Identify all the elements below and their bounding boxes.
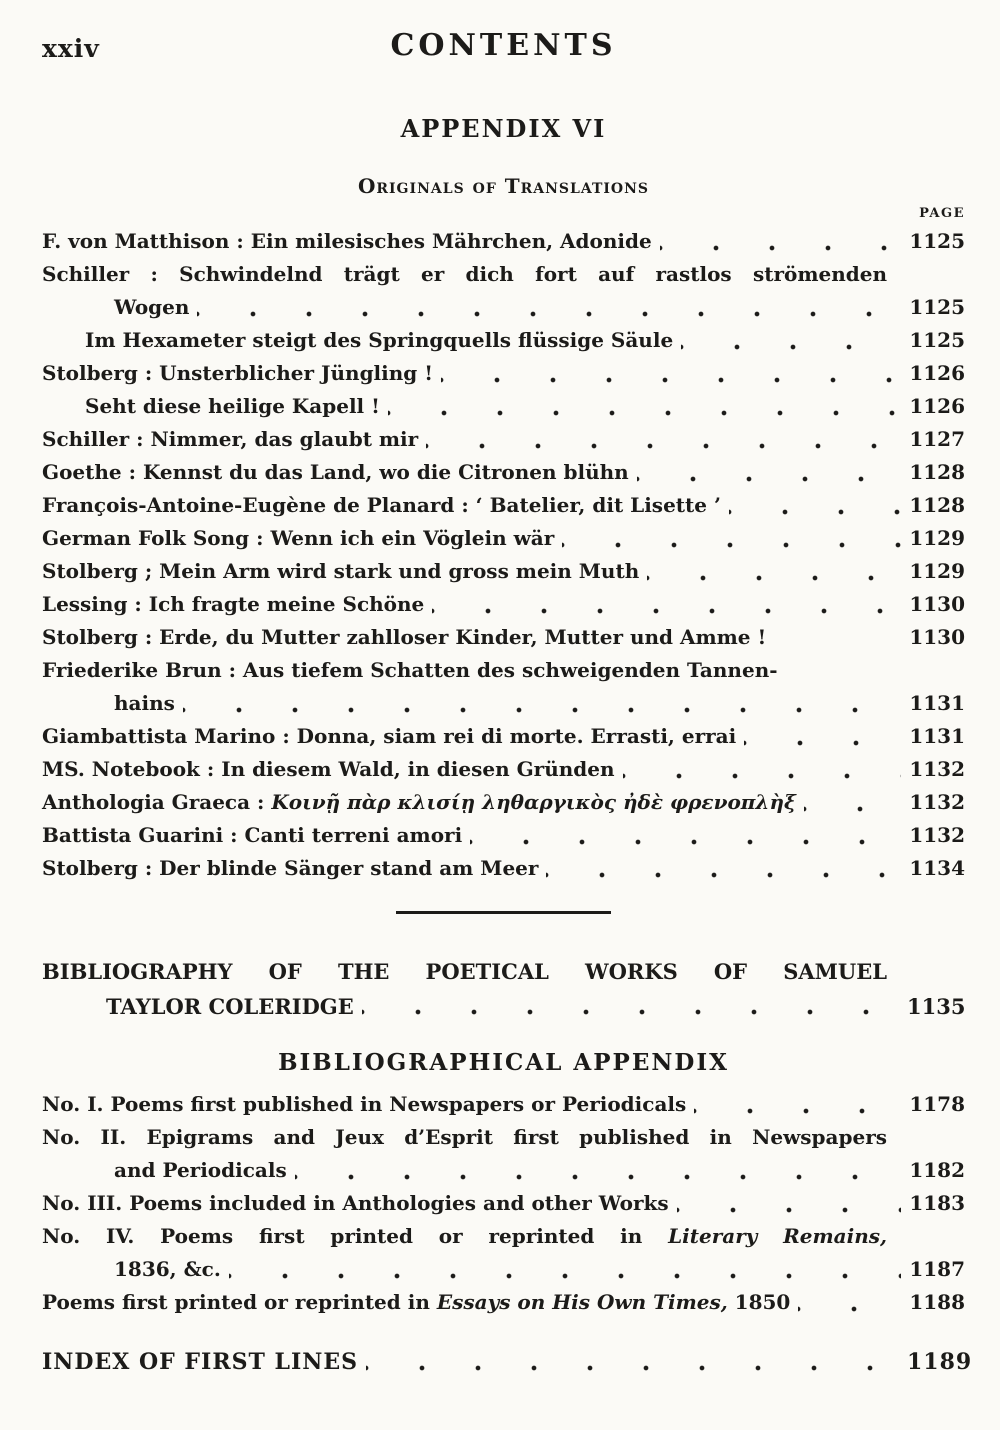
toc-entry-text-main: Wogen bbox=[114, 295, 190, 319]
toc-entry-text bbox=[85, 390, 380, 423]
toc-entry-text-main: 1836, &c. bbox=[114, 1257, 221, 1281]
toc-entry-page: 1182 bbox=[909, 1158, 965, 1182]
toc-entry-text-main: Stolberg ; Mein Arm wird stark und gross mein Muth bbox=[42, 559, 640, 583]
toc-entry bbox=[42, 687, 965, 720]
bibliography-entry bbox=[42, 954, 965, 1024]
toc-entry-text bbox=[42, 1125, 887, 1149]
toc-entry-text-main: German Folk Song : Wenn ich ein Vöglein wär bbox=[42, 526, 555, 550]
toc-entry-page: 1188 bbox=[909, 1290, 965, 1314]
toc-entry bbox=[42, 390, 965, 423]
toc-entry-text bbox=[42, 1187, 669, 1220]
toc-entry-text-main: Anthologia Graeca : bbox=[42, 790, 272, 814]
toc-entry-page: 1183 bbox=[909, 1191, 965, 1215]
toc-entry-page: 1129 bbox=[909, 526, 965, 550]
toc-entry-text bbox=[42, 1224, 887, 1248]
dot-leader bbox=[804, 786, 901, 819]
toc-entry bbox=[42, 324, 965, 357]
toc-entry-text-italic: Literary Remains, bbox=[668, 1224, 887, 1248]
toc-entry-text-main: Giambattista Marino : Donna, siam rei di morte. Errasti, errai bbox=[42, 724, 737, 748]
toc-entry-text bbox=[42, 819, 462, 852]
toc-entry-text bbox=[42, 1088, 686, 1121]
toc-entry-text bbox=[42, 588, 424, 621]
toc-entry-text-main: Stolberg : Unsterblicher Jüngling ! bbox=[42, 361, 434, 385]
toc-entry-text-main: Lessing : Ich fragte meine Schöne bbox=[42, 592, 425, 616]
toc-entry-page: 1129 bbox=[909, 559, 965, 583]
toc-entry-text-main: Stolberg : Erde, du Mutter zahlloser Kinder, Mutter und Amme ! bbox=[42, 625, 767, 649]
toc-entry bbox=[42, 588, 965, 621]
toc-entry bbox=[42, 1088, 965, 1121]
toc-entry-text bbox=[42, 720, 736, 753]
page-header bbox=[42, 28, 965, 74]
toc-entry-page: 1125 bbox=[909, 295, 965, 319]
contents-title: CONTENTS bbox=[390, 28, 617, 63]
toc-entry-text-main: No. III. Poems included in Anthologies and other Works bbox=[42, 1191, 669, 1215]
toc-entry-text-main: No. II. Epigrams and Jeux d’Esprit first published in Newspapers bbox=[42, 1125, 887, 1149]
toc-entry-page: 1125 bbox=[909, 328, 965, 352]
toc-entry-text bbox=[114, 1253, 221, 1286]
toc-entry-text bbox=[42, 489, 721, 522]
toc-entry bbox=[42, 720, 965, 753]
dot-leader bbox=[774, 621, 901, 654]
dot-leader bbox=[426, 423, 901, 456]
toc-entry-text-main: No. IV. Poems first printed or reprinted in bbox=[42, 1224, 669, 1248]
toc-entry-text-main: hains bbox=[114, 691, 175, 715]
toc-entry-page: 1132 bbox=[909, 790, 965, 814]
toc-entry-text bbox=[114, 1154, 287, 1187]
dot-leader bbox=[798, 1286, 901, 1319]
toc-entry-text-main: Friederike Brun : Aus tiefem Schatten des schweigenden Tannen- bbox=[42, 658, 778, 682]
toc-entry-page: 1132 bbox=[909, 823, 965, 847]
toc-entry-text bbox=[85, 324, 673, 357]
dot-leader bbox=[694, 1088, 901, 1121]
toc-entry-page: 1128 bbox=[909, 493, 965, 517]
toc-entry-text bbox=[42, 621, 766, 654]
toc-entry-text bbox=[42, 1286, 790, 1319]
toc-entry bbox=[42, 1253, 965, 1286]
dot-leader bbox=[677, 1187, 901, 1220]
dot-leader bbox=[729, 489, 901, 522]
toc-entry-page: 1130 bbox=[909, 592, 965, 616]
bibliography-page: 1135 bbox=[907, 994, 966, 1019]
toc-entry bbox=[42, 1121, 965, 1154]
toc-entry bbox=[42, 258, 965, 291]
dot-leader bbox=[623, 753, 901, 786]
toc-entry-text bbox=[114, 291, 189, 324]
toc-entry-text bbox=[42, 852, 538, 885]
toc-entry bbox=[42, 1220, 965, 1253]
originals-of-translations-subheading: Originals of Translations bbox=[357, 174, 650, 198]
index-of-first-lines-entry bbox=[42, 1345, 973, 1379]
toc-entry-text-main: François-Antoine-Eugène de Planard : ‘ Batelier, dit Lisette ’ bbox=[42, 493, 721, 517]
toc-entry-text bbox=[42, 786, 796, 819]
toc-entry-text-main: MS. Notebook : In diesem Wald, in diesen Gründen bbox=[42, 757, 615, 781]
toc-entry-text-main: Schiller : Nimmer, das glaubt mir bbox=[42, 427, 419, 451]
toc-entry-page: 1131 bbox=[909, 691, 965, 715]
toc-entry-page: 1127 bbox=[909, 427, 965, 451]
bibliography-title-line2 bbox=[42, 989, 965, 1024]
toc-entry-page: 1126 bbox=[909, 361, 965, 385]
toc-entry-text bbox=[42, 225, 652, 258]
toc-entry-text-main: Poems first printed or reprinted in bbox=[42, 1290, 437, 1314]
toc-entry-page: 1131 bbox=[909, 724, 965, 748]
section-divider bbox=[396, 911, 611, 914]
toc-entry bbox=[42, 1154, 965, 1187]
toc-entry-text-main: F. von Matthison : Ein milesisches Mährchen, Adonide bbox=[42, 229, 652, 253]
dot-leader bbox=[362, 989, 901, 1024]
page-column-label: PAGE bbox=[919, 206, 965, 221]
toc-entry bbox=[42, 522, 965, 555]
dot-leader bbox=[432, 588, 901, 621]
toc-entry-text-main: Goethe : Kennst du das Land, wo die Citronen blühn bbox=[42, 460, 629, 484]
dot-leader bbox=[295, 1154, 901, 1187]
toc-entry-text bbox=[114, 687, 175, 720]
dot-leader bbox=[388, 390, 901, 423]
toc-entry-text bbox=[42, 262, 887, 286]
toc-entry-text bbox=[42, 753, 615, 786]
dot-leader bbox=[470, 819, 901, 852]
toc-entry bbox=[42, 621, 965, 654]
page-number-folio: xxiv bbox=[42, 34, 100, 63]
appendix-vi-toc-list bbox=[42, 225, 965, 885]
toc-entry bbox=[42, 555, 965, 588]
toc-entry-text-main: and Periodicals bbox=[114, 1158, 287, 1182]
toc-entry-text-main: Im Hexameter steigt des Springquells flüssige Säule bbox=[85, 328, 674, 352]
dot-leader bbox=[366, 1345, 901, 1379]
toc-entry-page: 1126 bbox=[909, 394, 965, 418]
toc-entry-page: 1187 bbox=[909, 1257, 965, 1281]
dot-leader bbox=[647, 555, 901, 588]
toc-entry-page: 1128 bbox=[909, 460, 965, 484]
toc-entry bbox=[42, 786, 965, 819]
bibliography-title-line1: BIBLIOGRAPHY OF THE POETICAL WORKS OF SAMUEL bbox=[42, 959, 887, 984]
toc-entry bbox=[42, 852, 965, 885]
toc-entry bbox=[42, 753, 965, 786]
toc-entry-text-main: Stolberg : Der blinde Sänger stand am Meer bbox=[42, 856, 539, 880]
toc-entry-page: 1134 bbox=[909, 856, 965, 880]
index-of-first-lines-page: 1189 bbox=[907, 1349, 973, 1375]
bibliography-title-line2-text: TAYLOR COLERIDGE bbox=[106, 994, 354, 1019]
toc-entry-text bbox=[42, 357, 433, 390]
toc-entry bbox=[42, 423, 965, 456]
toc-entry-text-main: No. I. Poems first published in Newspapers or Periodicals bbox=[42, 1092, 687, 1116]
toc-entry-text-main: Seht diese heilige Kapell ! bbox=[85, 394, 380, 418]
toc-entry-text-after: 1850 bbox=[727, 1290, 791, 1314]
toc-entry bbox=[42, 654, 965, 687]
toc-entry-text-main: Schiller : Schwindelnd trägt er dich fort auf rastlos strömenden bbox=[42, 262, 887, 286]
toc-entry bbox=[42, 489, 965, 522]
toc-entry-page: 1132 bbox=[909, 757, 965, 781]
bibliographical-appendix-toc-list bbox=[42, 1088, 965, 1319]
dot-leader bbox=[681, 324, 901, 357]
toc-entry-page: 1130 bbox=[909, 625, 965, 649]
toc-entry bbox=[42, 819, 965, 852]
toc-entry-text-italic: Essays on His Own Times, bbox=[436, 1290, 728, 1314]
toc-entry-text bbox=[42, 456, 629, 489]
dot-leader bbox=[744, 720, 901, 753]
toc-entry bbox=[42, 1286, 965, 1319]
dot-leader bbox=[183, 687, 901, 720]
dot-leader bbox=[546, 852, 901, 885]
toc-entry-text bbox=[42, 658, 778, 682]
toc-entry-text-main: Battista Guarini : Canti terreni amori bbox=[42, 823, 463, 847]
toc-entry-text bbox=[42, 423, 418, 456]
toc-entry-text bbox=[42, 522, 554, 555]
toc-entry-page: 1125 bbox=[909, 229, 965, 253]
appendix-vi-heading: APPENDIX VI bbox=[400, 114, 607, 143]
dot-leader bbox=[441, 357, 901, 390]
bibliographical-appendix-heading: BIBLIOGRAPHICAL APPENDIX bbox=[278, 1049, 729, 1076]
toc-entry bbox=[42, 357, 965, 390]
dot-leader bbox=[637, 456, 901, 489]
toc-entry bbox=[42, 225, 965, 258]
toc-entry-page: 1178 bbox=[909, 1092, 965, 1116]
dot-leader bbox=[562, 522, 901, 555]
index-of-first-lines-label: INDEX OF FIRST LINES bbox=[42, 1349, 359, 1375]
toc-entry bbox=[42, 456, 965, 489]
dot-leader bbox=[660, 225, 901, 258]
dot-leader bbox=[197, 291, 901, 324]
toc-entry-text-italic: Κοινῇ πὰρ κλισίῃ ληθαργικὸς ἠδὲ φρενοπλὴξ bbox=[271, 790, 796, 814]
toc-entry bbox=[42, 1187, 965, 1220]
toc-entry-text bbox=[42, 555, 639, 588]
toc-entry bbox=[42, 291, 965, 324]
dot-leader bbox=[229, 1253, 901, 1286]
